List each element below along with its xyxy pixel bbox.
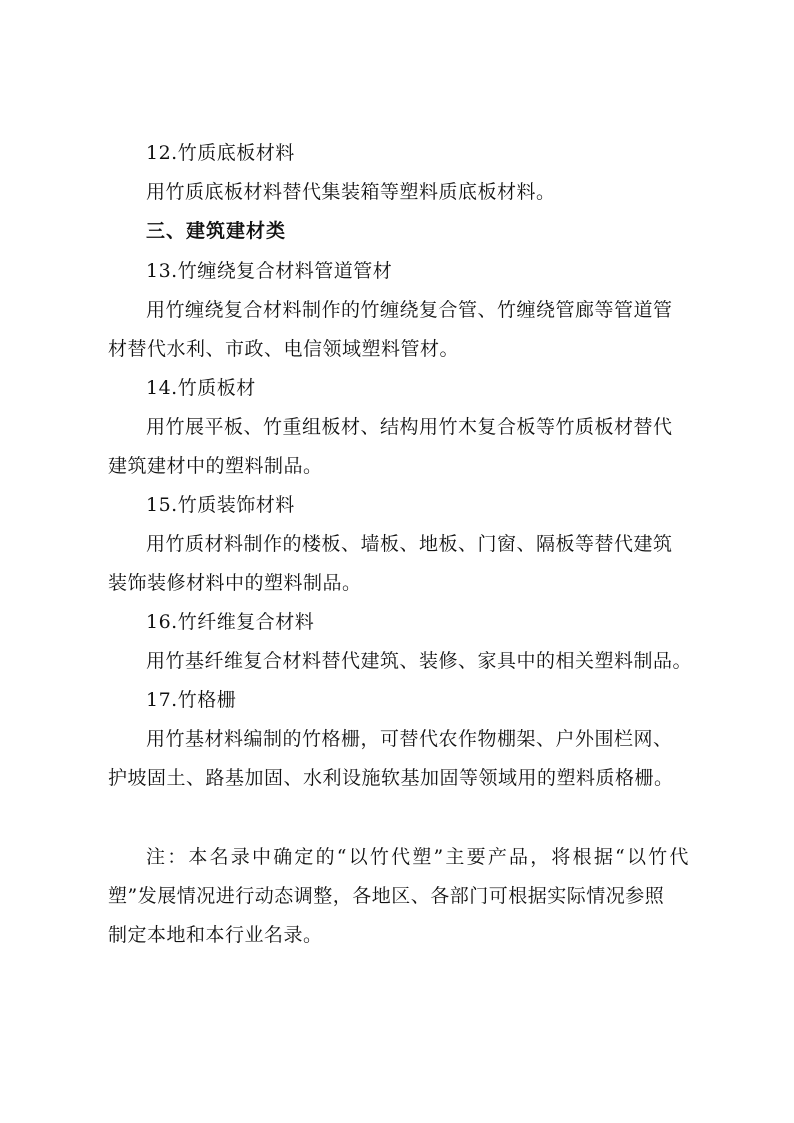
item-15-title: 15.竹质装饰材料 xyxy=(146,494,295,516)
item-17-description-line-1: 用竹基材料编制的竹格栅，可替代农作物棚架、户外围栏网、 xyxy=(146,728,673,750)
item-15-description-line-1: 用竹质材料制作的楼板、墙板、地板、门窗、隔板等替代建筑 xyxy=(146,533,673,555)
section-heading-building-materials: 三、建筑建材类 xyxy=(146,220,287,242)
note-line-1: 注：本名录中确定的“以竹代塑”主要产品，将根据“以竹代 xyxy=(146,846,691,868)
item-15-description-line-2: 装饰装修材料中的塑料制品。 xyxy=(108,572,362,594)
item-13-description-line-1: 用竹缠绕复合材料制作的竹缠绕复合管、竹缠绕管廊等管道管 xyxy=(146,299,673,321)
item-14-description-line-2: 建筑建材中的塑料制品。 xyxy=(108,455,323,477)
item-17-title: 17.竹格栅 xyxy=(146,689,237,711)
item-17-description-line-2: 护坡固土、路基加固、水利设施软基加固等领域用的塑料质格栅。 xyxy=(108,767,674,789)
item-14-title: 14.竹质板材 xyxy=(146,377,256,399)
note-line-2: 塑”发展情况进行动态调整，各地区、各部门可根据实际情况参照 xyxy=(108,885,665,907)
item-16-title: 16.竹纤维复合材料 xyxy=(146,611,315,633)
item-12-description: 用竹质底板材料替代集装箱等塑料质底板材料。 xyxy=(146,181,556,203)
item-12-title: 12.竹质底板材料 xyxy=(146,142,295,164)
item-16-description: 用竹基纤维复合材料替代建筑、装修、家具中的相关塑料制品。 xyxy=(146,650,693,672)
item-13-description-line-2: 材替代水利、市政、电信领域塑料管材。 xyxy=(108,338,460,360)
item-13-title: 13.竹缠绕复合材料管道管材 xyxy=(146,260,393,282)
item-14-description-line-1: 用竹展平板、竹重组板材、结构用竹木复合板等竹质板材替代 xyxy=(146,416,673,438)
note-line-3: 制定本地和本行业名录。 xyxy=(108,924,323,946)
